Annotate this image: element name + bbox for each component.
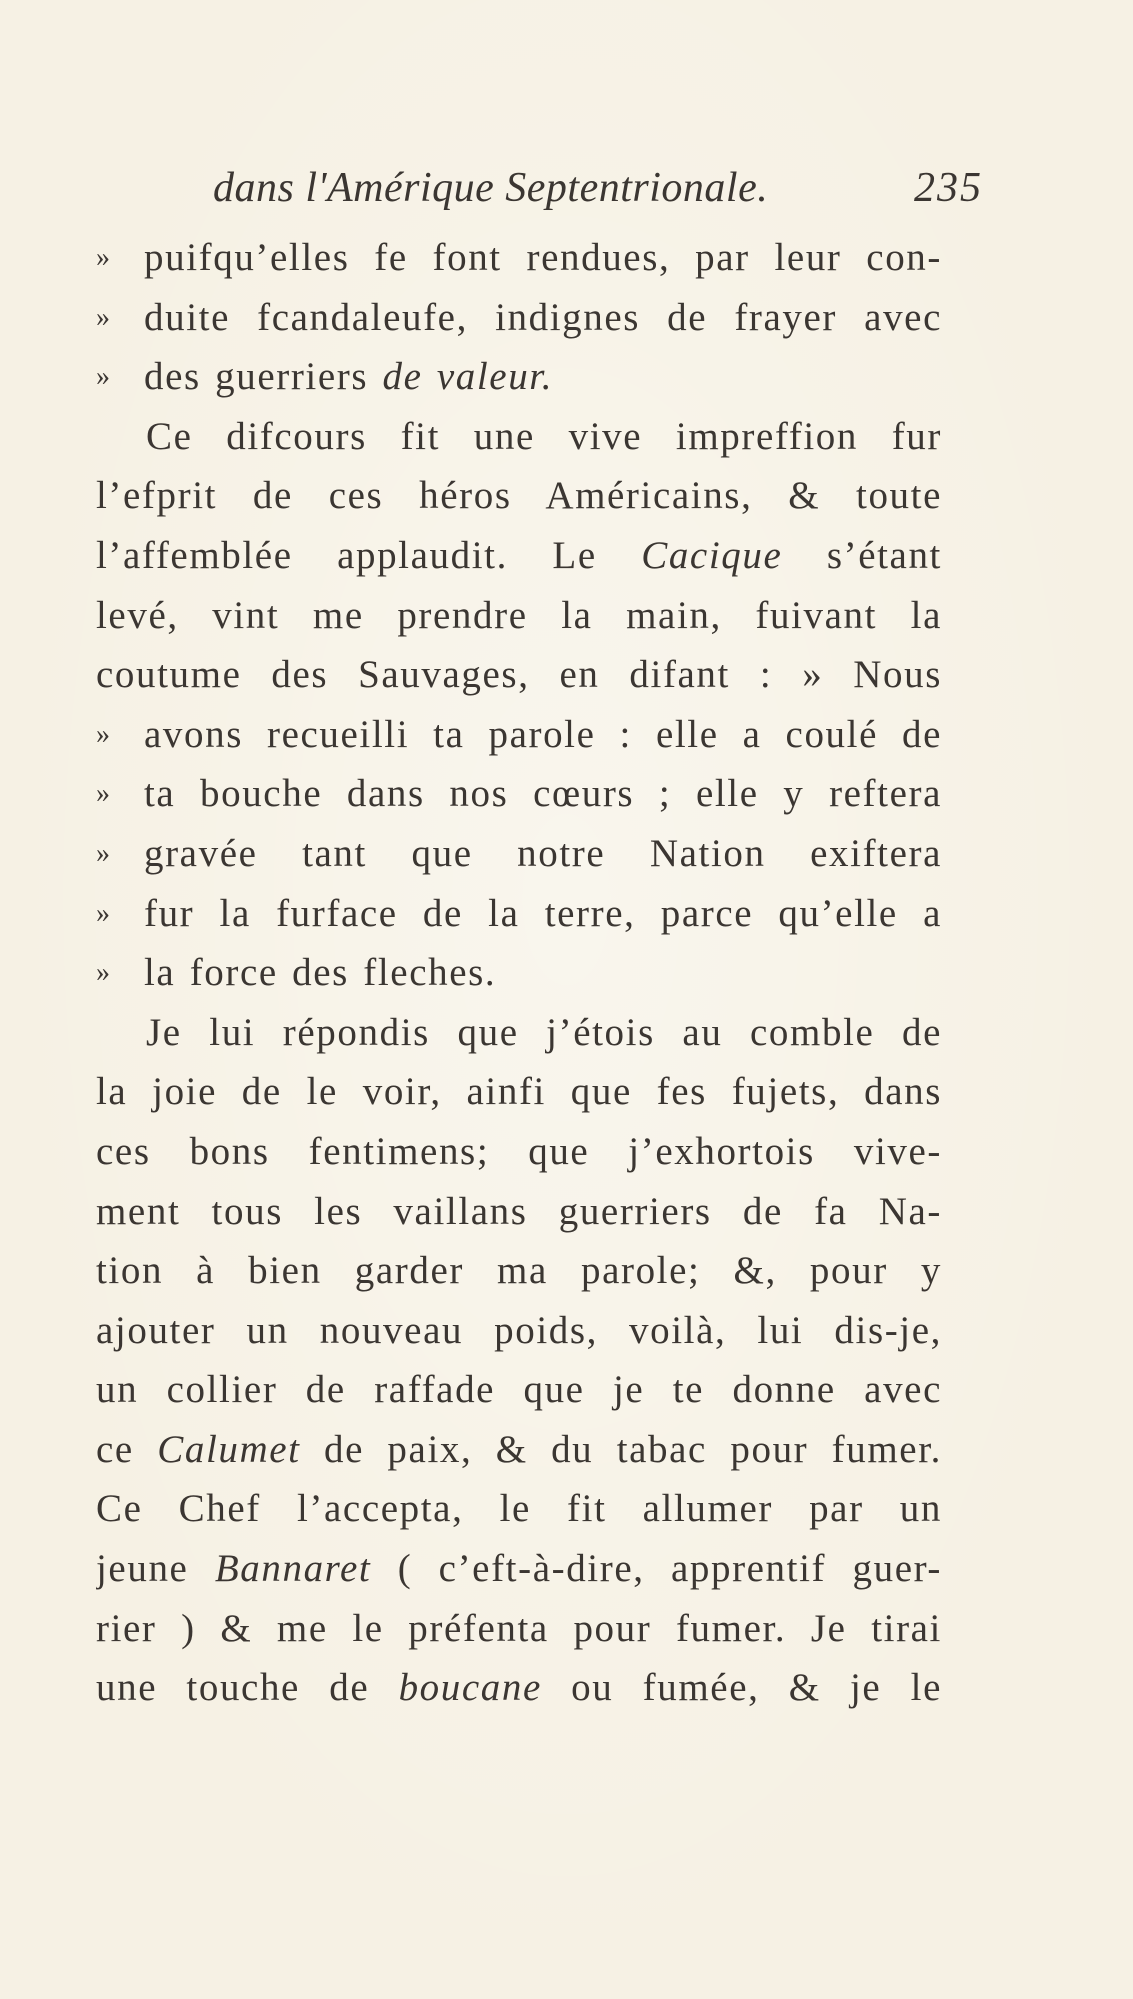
- text-run: de paix, & du tabac pour fumer.: [300, 1427, 942, 1471]
- text-run: ou fumée, & je le: [541, 1666, 942, 1710]
- text-run: ajouter un nouveau poids, voilà, lui dis-je,: [96, 1308, 942, 1352]
- text-line: [96, 884, 942, 944]
- text-line: [96, 347, 942, 407]
- text-line: [96, 1003, 942, 1063]
- text-run: ta bouche dans nos cœurs ; elle y reftera: [144, 772, 942, 816]
- quotation-mark: »: [96, 301, 110, 333]
- body-text: [96, 228, 942, 1718]
- text-run: ( c’eft-à-dire, apprentif guer-: [371, 1547, 942, 1591]
- text-run: rier ) & me le préfenta pour fumer. Je tirai: [96, 1606, 942, 1650]
- italic-text: Calumet: [157, 1427, 301, 1471]
- text-line: [96, 764, 942, 824]
- quotation-mark: »: [96, 718, 110, 750]
- italic-text: de valeur.: [382, 355, 554, 399]
- text-line: [96, 1241, 942, 1301]
- quotation-mark: »: [96, 957, 110, 989]
- text-line: [96, 1599, 942, 1659]
- text-line: [96, 288, 942, 348]
- italic-text: boucane: [398, 1666, 542, 1710]
- text-line: [96, 1420, 942, 1480]
- text-line: [96, 526, 942, 586]
- text-run: des guerriers: [144, 355, 383, 399]
- text-run: l’affemblée applaudit. Le: [96, 533, 642, 577]
- running-title: dans l'Amérique Septentrionale.: [213, 165, 769, 211]
- text-run: Ce Chef l’accepta, le fit allumer par un: [96, 1487, 942, 1531]
- text-run: coutume des Sauvages, en difant : » Nous: [96, 653, 942, 697]
- italic-text: Cacique: [641, 533, 783, 577]
- quotation-mark: »: [96, 897, 110, 929]
- text-run: la joie de le voir, ainfi que fes fujets, dans: [96, 1070, 942, 1114]
- text-run: fur la furface de la terre, parce qu’elle a: [144, 891, 942, 935]
- text-line: [96, 645, 942, 705]
- italic-text: Bannaret: [214, 1547, 372, 1591]
- text-run: une touche de: [96, 1666, 399, 1710]
- quotation-mark: »: [96, 242, 110, 273]
- quotation-mark: »: [96, 837, 110, 869]
- text-run: un collier de raffade que je te donne avec: [96, 1368, 942, 1412]
- text-run: gravée tant que notre Nation exiftera: [144, 831, 942, 875]
- quotation-mark: »: [96, 778, 110, 810]
- quotation-mark: »: [96, 361, 110, 393]
- text-line: [96, 1301, 942, 1361]
- page-number: 235: [914, 165, 983, 211]
- text-run: Je lui répondis que j’étois au comble de: [146, 1010, 942, 1054]
- text-run: l’efprit de ces héros Américains, & toute: [96, 474, 942, 518]
- text-run: s’étant: [782, 533, 942, 577]
- text-line: [96, 943, 942, 1003]
- text-line: [96, 1062, 942, 1122]
- text-run: tion à bien garder ma parole; &, pour y: [96, 1249, 942, 1293]
- text-run: Ce difcours fit une vive impreffion fur: [146, 414, 942, 458]
- text-run: jeune: [96, 1547, 215, 1591]
- text-line: [96, 407, 942, 467]
- text-line: [96, 1122, 942, 1182]
- text-run: ces bons fentimens; que j’exhortois vive-: [96, 1129, 942, 1173]
- text-line: [96, 1360, 942, 1420]
- text-line: [96, 824, 942, 884]
- text-run: la force des fleches.: [144, 951, 497, 995]
- page-header: [213, 164, 983, 220]
- text-line: [96, 228, 942, 288]
- text-line: [96, 1658, 942, 1718]
- text-run: avons recueilli ta parole : elle a coulé de: [144, 712, 942, 756]
- text-line: [96, 1539, 942, 1599]
- text-run: ment tous les vaillans guerriers de fa Na-: [96, 1189, 942, 1233]
- text-line: [96, 586, 942, 646]
- text-line: [96, 705, 942, 765]
- text-run: puifqu’elles fe font rendues, par leur con-: [144, 236, 942, 279]
- text-run: levé, vint me prendre la main, fuivant la: [96, 593, 942, 637]
- text-line: [96, 1479, 942, 1539]
- text-run: duite fcandaleufe, indignes de frayer avec: [144, 295, 942, 339]
- text-line: [96, 466, 942, 526]
- text-run: ce: [96, 1427, 158, 1471]
- text-line: [96, 1182, 942, 1242]
